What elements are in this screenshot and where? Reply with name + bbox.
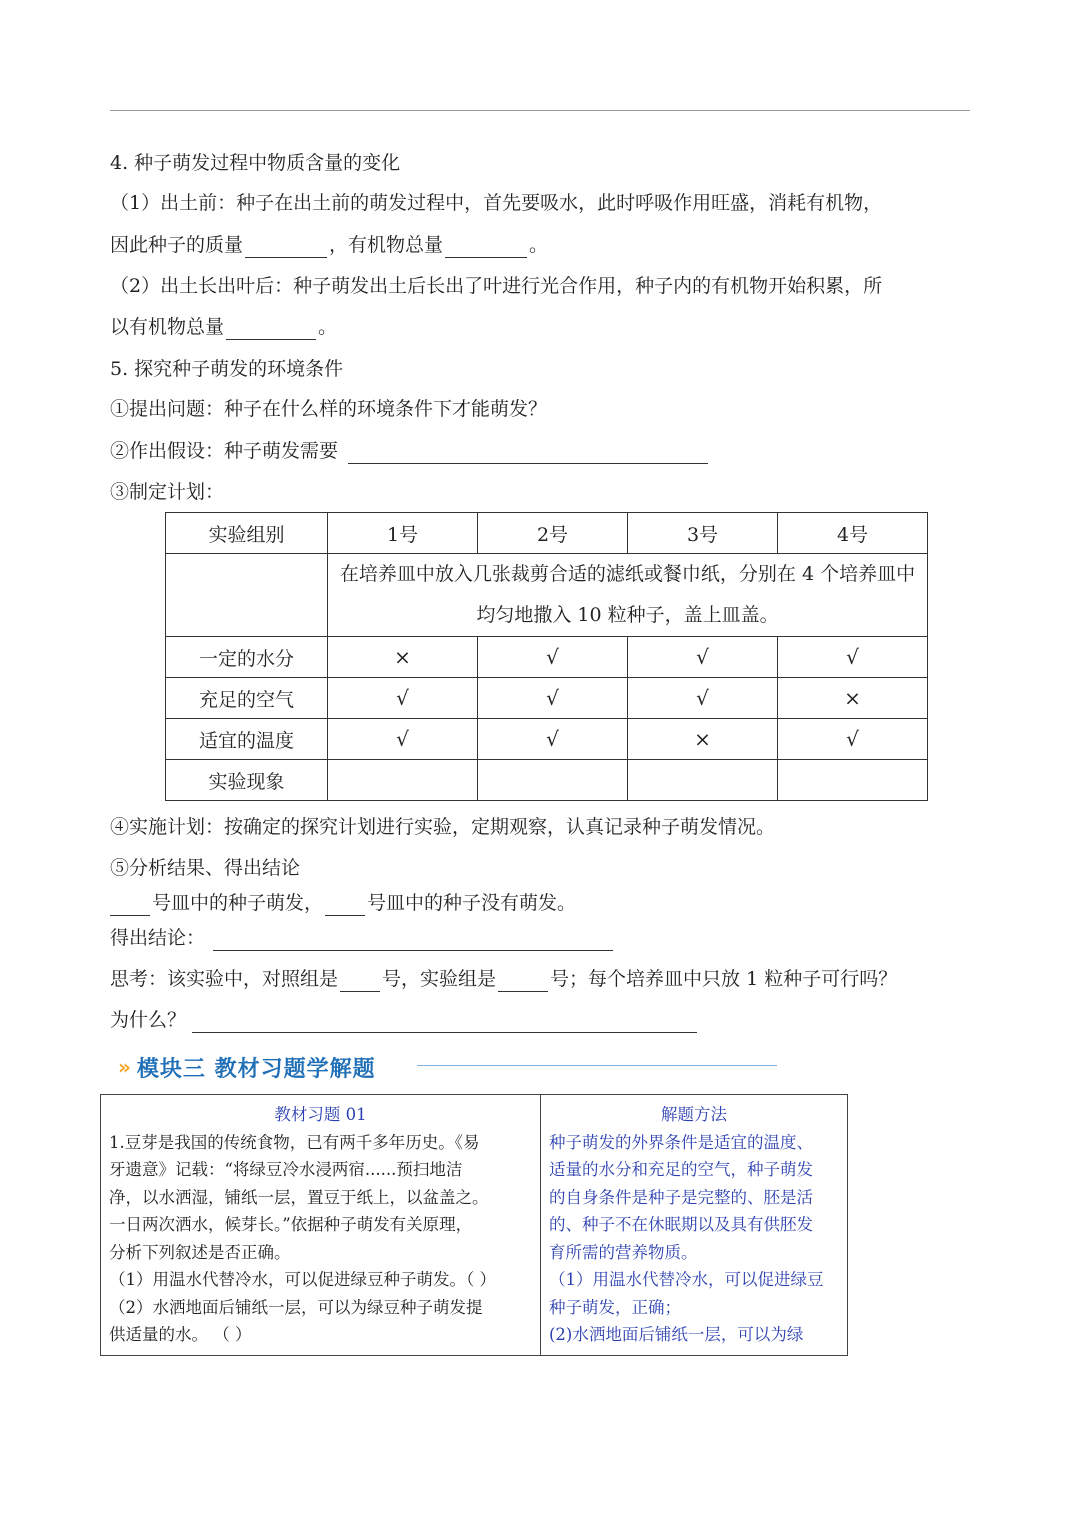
question-line: （1）用温水代替冷水，可以促进绿豆种子萌发。（ ）: [109, 1270, 496, 1289]
question-line: 1.豆芽是我国的传统食物，已有两千多年历史。《易: [109, 1132, 480, 1152]
hypothesis-blank[interactable]: [348, 443, 708, 464]
text-fragment: 号皿中的种子没有萌发。: [367, 892, 577, 914]
table-header-cell: 实验组别: [166, 513, 328, 554]
solution-header: 解题方法: [661, 1105, 727, 1124]
text-fragment: 因此种子的质量: [110, 234, 244, 256]
observation-cell[interactable]: [628, 760, 778, 801]
answer-blank[interactable]: [226, 319, 316, 340]
observation-cell[interactable]: [328, 760, 478, 801]
table-cell: √: [778, 719, 928, 760]
why-blank[interactable]: [192, 1012, 697, 1033]
solution-line: 种子萌发的外界条件是适宜的温度、: [549, 1132, 813, 1152]
text-fragment: 。: [529, 234, 549, 256]
table-cell: √: [478, 719, 628, 760]
table-header-cell: 1号: [328, 513, 478, 554]
question-line: 净，以水洒湿，铺纸一层，置豆于纸上，以盆盖之。: [109, 1187, 489, 1207]
module-title: 模块三 教材习题学解题: [136, 1056, 376, 1082]
question-line: 一日两次洒水，候芽长。”依据种子萌发有关原理，: [109, 1215, 473, 1234]
answer-blank[interactable]: [325, 895, 365, 916]
table-row: [166, 637, 928, 678]
table-header-row: [166, 513, 928, 554]
table-cell: √: [478, 678, 628, 719]
answer-blank[interactable]: [498, 971, 548, 992]
solution-line: (2)水洒地面后铺纸一层，可以为绿: [549, 1325, 804, 1344]
step-3: ③制定计划：: [110, 481, 225, 503]
table-header-cell: 4号: [778, 513, 928, 554]
exercise-question-column: [101, 1095, 541, 1355]
row-label: 一定的水分: [166, 637, 328, 678]
row-label: 实验现象: [166, 760, 328, 801]
text-fragment: 为什么？: [110, 1009, 187, 1031]
text-fragment: 思考：该实验中，对照组是: [110, 968, 339, 990]
solution-line: （1）用温水代替冷水，可以促进绿豆: [549, 1270, 824, 1289]
solution-line: 的、种子不在休眠期以及具有供胚发: [549, 1215, 813, 1234]
answer-blank[interactable]: [340, 971, 380, 992]
answer-blank[interactable]: [445, 237, 527, 258]
think-line: [110, 966, 897, 992]
section-5-title: 5. 探究种子萌发的环境条件: [110, 358, 344, 380]
module-divider: [417, 1065, 777, 1066]
observation-cell[interactable]: [778, 760, 928, 801]
conclusion-line: [110, 925, 615, 951]
experiment-table: [165, 512, 928, 801]
text-fragment: 以有机物总量: [110, 316, 225, 338]
conclusion-blank[interactable]: [213, 930, 613, 951]
section-4-title: 4. 种子萌发过程中物质含量的变化: [110, 152, 401, 174]
module-heading: [118, 1052, 376, 1082]
table-cell: [166, 554, 328, 637]
step-2: [110, 438, 710, 464]
table-row: [166, 678, 928, 719]
table-row: [166, 554, 928, 637]
solution-line: 的自身条件是种子是完整的、胚是活: [549, 1187, 813, 1207]
step-5: ⑤分析结果、得出结论: [110, 857, 301, 879]
exercise-header: 教材习题 01: [274, 1105, 367, 1124]
text-fragment: 。: [318, 316, 338, 338]
section-4-p1-line1: （1）出土前：种子在出土前的萌发过程中，首先要吸水，此时呼吸作用旺盛，消耗有机物，: [110, 192, 883, 214]
table-cell: √: [328, 719, 478, 760]
text-fragment: 号，实验组是: [382, 968, 497, 990]
table-cell: √: [328, 678, 478, 719]
step-4: ④实施计划：按确定的探究计划进行实验，定期观察，认真记录种子萌发情况。: [110, 816, 776, 838]
table-cell: ×: [628, 719, 778, 760]
table-cell: ×: [328, 637, 478, 678]
table-row: [166, 719, 928, 760]
solution-line: 种子萌发，正确；: [549, 1297, 681, 1317]
question-line: （2）水洒地面后铺纸一层，可以为绿豆种子萌发提: [109, 1297, 483, 1317]
why-line: [110, 1007, 699, 1033]
row-label: 充足的空气: [166, 678, 328, 719]
setup-description: 在培养皿中放入几张裁剪合适的滤纸或餐巾纸，分别在 4 个培养皿中均匀地撒入 10 粒种子，盖上皿盖。: [328, 554, 928, 637]
text-fragment: 得出结论：: [110, 927, 206, 949]
table-cell: √: [778, 637, 928, 678]
answer-blank[interactable]: [245, 237, 327, 258]
table-cell: √: [628, 637, 778, 678]
section-4-p2-line2: [110, 314, 337, 340]
text-fragment: 号；每个培养皿中只放 1 粒种子可行吗？: [550, 968, 898, 990]
text-fragment: ，有机物总量: [329, 234, 444, 256]
text-fragment: 号皿中的种子萌发，: [152, 892, 324, 914]
question-line: 分析下列叙述是否正确。: [109, 1242, 291, 1262]
double-chevron-icon: »: [118, 1055, 131, 1079]
table-cell: √: [478, 637, 628, 678]
text-fragment: ②作出假设：种子萌发需要: [110, 440, 339, 462]
header-rule: [110, 110, 970, 111]
answer-blank[interactable]: [110, 895, 150, 916]
table-header-cell: 3号: [628, 513, 778, 554]
solution-method-column: [541, 1095, 847, 1355]
section-4-p1-line2: [110, 232, 548, 258]
solution-line: 育所需的营养物质。: [549, 1242, 698, 1262]
row-label: 适宜的温度: [166, 719, 328, 760]
result-line: [110, 890, 576, 916]
table-cell: √: [628, 678, 778, 719]
observation-cell[interactable]: [478, 760, 628, 801]
question-line: 牙遗意》记载：“将绿豆冷水浸两宿......预扫地洁: [109, 1160, 463, 1179]
table-cell: ×: [778, 678, 928, 719]
question-line: 供适量的水。 （ ）: [109, 1325, 252, 1344]
section-4-p2-line1: （2）出土长出叶后：种子萌发出土后长出了叶进行光合作用，种子内的有机物开始积累，所: [110, 275, 883, 297]
table-row: [166, 760, 928, 801]
exercise-box: [100, 1094, 848, 1356]
step-1: ①提出问题：种子在什么样的环境条件下才能萌发？: [110, 398, 548, 420]
solution-line: 适量的水分和充足的空气，种子萌发: [549, 1160, 813, 1179]
table-header-cell: 2号: [478, 513, 628, 554]
